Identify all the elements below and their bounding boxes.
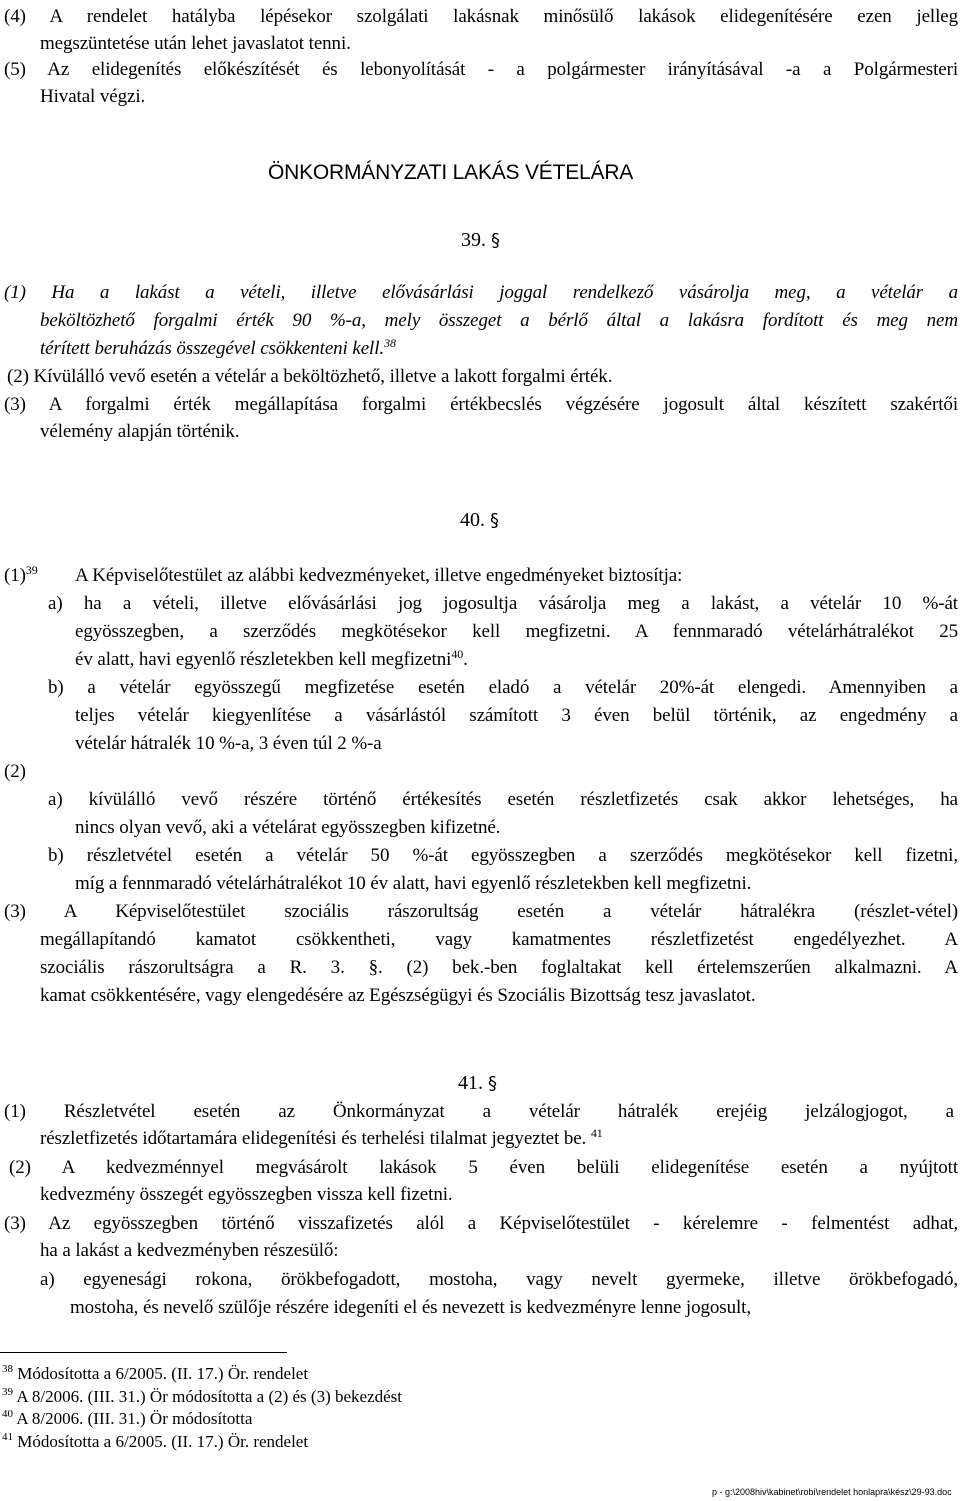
s40-b-line-3: vételár hátralék 10 %-a, 3 éven túl 2 %-a (75, 733, 382, 754)
section-sign: § (491, 230, 500, 251)
s41-p3-line-1: (3) Az egyösszegben történő visszafizetés alól a Képviselőtestület - kérelemre - felmentést adhat, (4, 1213, 958, 1234)
section-40-number (460, 509, 499, 532)
footnote-number: 39 (2, 1386, 13, 1398)
s40-a-line-2: egyösszegben, a szerződés megkötésekor kell megfizetni. A fennmaradó vételárhátralékot 25 (75, 621, 958, 642)
s40-a-line-3 (75, 649, 960, 671)
s40-a-line-3-text: év alatt, havi egyenlő részletekben kell megfizetni (75, 649, 452, 670)
s41-a-line-1: a) egyenesági rokona, örökbefogadott, mostoha, vagy nevelt gyermeke, illetve örökbefogadó, (40, 1269, 958, 1290)
s39-p3-line-2: vélemény alapján történik. (40, 421, 240, 442)
footnote-text: A 8/2006. (III. 31.) Ör módosította (16, 1409, 253, 1428)
section-heading: ÖNKORMÁNYZATI LAKÁS VÉTELÁRA (268, 161, 634, 184)
section-number-text: 40. (460, 509, 485, 531)
s40-p3-line-2: megállapítandó kamatot csökkentheti, vagy kamatmentes részletfizetést engedélyezhet. A (40, 929, 958, 950)
s40-p1-text: A Képviselőtestület az alábbi kedvezményeket, illetve engedményeket biztosítja: (75, 565, 683, 586)
paragraph-4-line-1: (4) A rendelet hatályba lépésekor szolgálati lakásnak minősülő lakások elidegenítésére ezen jelleg (4, 6, 958, 27)
footnote-number: 41 (2, 1431, 13, 1443)
s39-p2: (2) Kívülálló vevő esetén a vételár a beköltözhető, illetve a lakott forgalmi érték. (7, 366, 613, 387)
file-path-footer: p - g:\2008hiv\kabinet\robi\rendelet honlapra\kész\29-93.doc (712, 1487, 952, 1497)
section-number-text: 39. (461, 229, 486, 251)
s41-p1-line-2-text: részletfizetés időtartamára elidegenítési és terhelési tilalmat jegyeztet be. (40, 1128, 587, 1149)
section-39-number (461, 229, 500, 252)
s40-p2b-line-2: míg a fennmaradó vételárhátralékot 10 év alatt, havi egyenlő részletekben kell megfizetni. (75, 873, 752, 894)
footnote-number: 38 (2, 1363, 13, 1375)
footnote-40 (2, 1409, 252, 1429)
paragraph-5-line-1: (5) Az elidegenítés előkészítését és lebonyolítását - a polgármester irányításával -a a Polgármesteri (4, 59, 958, 80)
footnote-number: 40 (2, 1408, 13, 1420)
s41-a-line-2: mostoha, és nevelő szülője részére idegeníti el és nevezett is kedvezményre lenne jogosult, (70, 1297, 751, 1318)
s39-p1-line-3 (40, 338, 960, 360)
footnote-text: A 8/2006. (III. 31.) Ör módosította a (2) és (3) bekezdést (16, 1387, 403, 1406)
section-number-text: 41. (458, 1072, 483, 1094)
footnote-ref-39: 39 (25, 563, 38, 577)
section-sign: § (490, 510, 499, 531)
s41-p1-line-2 (40, 1128, 960, 1150)
s40-p2b-line-1: b) részletvétel esetén a vételár 50 %-át egyösszegben a szerződés megkötésekor kell fizetni, (48, 845, 958, 866)
s41-p1-line-1: (1) Részletvétel esetén az Önkormányzat a vételár hátralék erejéig jelzálogjogot, a (4, 1101, 954, 1122)
s40-p3-line-4: kamat csökkentésére, vagy elengedésére az Egészségügyi és Szociális Bizottság tesz javaslatot. (40, 985, 756, 1006)
section-41-number (458, 1072, 497, 1095)
s40-p2a-line-1: a) kívülálló vevő részére történő értékesítés esetén részletfizetés csak akkor lehetséges, ha (48, 789, 958, 810)
s40-a-line-3-end: . (463, 649, 468, 670)
s40-p3-line-3: szociális rászorultságra a R. 3. §. (2) bek.-ben foglaltakat kell értelemszerűen alkalmazni. A (40, 957, 958, 978)
footnote-ref-40: 40 (451, 647, 464, 661)
s41-p2-line-1: (2) A kedvezménnyel megvásárolt lakások 5 éven belüli elidegenítése esetén a nyújtott (9, 1157, 958, 1178)
s40-b-line-1: b) a vételár egyösszegű megfizetése esetén eladó a vételár 20%-át elengedi. Amennyiben a (48, 677, 958, 698)
s40-a-line-1: a) ha a vételi, illetve elővásárlási jog jogosultja vásárolja meg a lakást, a vételár 10 %-át (48, 593, 958, 614)
s41-p2-line-2: kedvezmény összegét egyösszegben vissza kell fizetni. (40, 1184, 453, 1205)
footnote-38 (2, 1364, 308, 1384)
footnote-text: Módosította a 6/2005. (II. 17.) Ör. rendelet (17, 1432, 309, 1451)
s39-p3-line-1: (3) A forgalmi érték megállapítása forgalmi értékbecslés végzésére jogosult által készített szakértői (4, 394, 958, 415)
footnote-39 (2, 1387, 402, 1407)
s39-p1-line-3-text: térített beruházás összegével csökkenteni kell. (40, 338, 385, 359)
s40-p1-label (4, 565, 84, 587)
paragraph-4-line-2: megszüntetése után lehet javaslatot tenni. (40, 33, 351, 54)
paragraph-5-line-2: Hivatal végzi. (40, 86, 146, 107)
footnote-ref-41: 41 (590, 1126, 603, 1140)
footnote-separator (0, 1352, 287, 1353)
s40-b-line-2: teljes vételár kiegyenlítése a vásárlástól számított 3 éven belül történik, az engedmény a (75, 705, 958, 726)
s40-p3-line-1: (3) A Képviselőtestület szociális rászorultság esetén a vételár hátralékra (részlet-vétel) (4, 901, 958, 922)
s40-p1-label-text: (1) (4, 565, 26, 586)
s41-p3-line-2: ha a lakást a kedvezményben részesülő: (40, 1240, 339, 1261)
footnote-41 (2, 1432, 308, 1452)
s40-p2-label: (2) (4, 761, 26, 782)
section-sign: § (488, 1073, 497, 1094)
s39-p1-line-2: beköltözhető forgalmi érték 90 %-a, mely összeget a bérlő által a lakásra fordított és meg nem (40, 310, 958, 331)
s39-p1-line-1: (1) Ha a lakást a vételi, illetve elővásárlási joggal rendelkező vásárolja meg, a vételár a (4, 282, 958, 303)
footnote-ref-38: 38 (384, 336, 396, 350)
footnote-text: Módosította a 6/2005. (II. 17.) Ör. rendelet (17, 1364, 309, 1383)
s40-p2a-line-2: nincs olyan vevő, aki a vételárat egyösszegben kifizetné. (75, 817, 501, 838)
